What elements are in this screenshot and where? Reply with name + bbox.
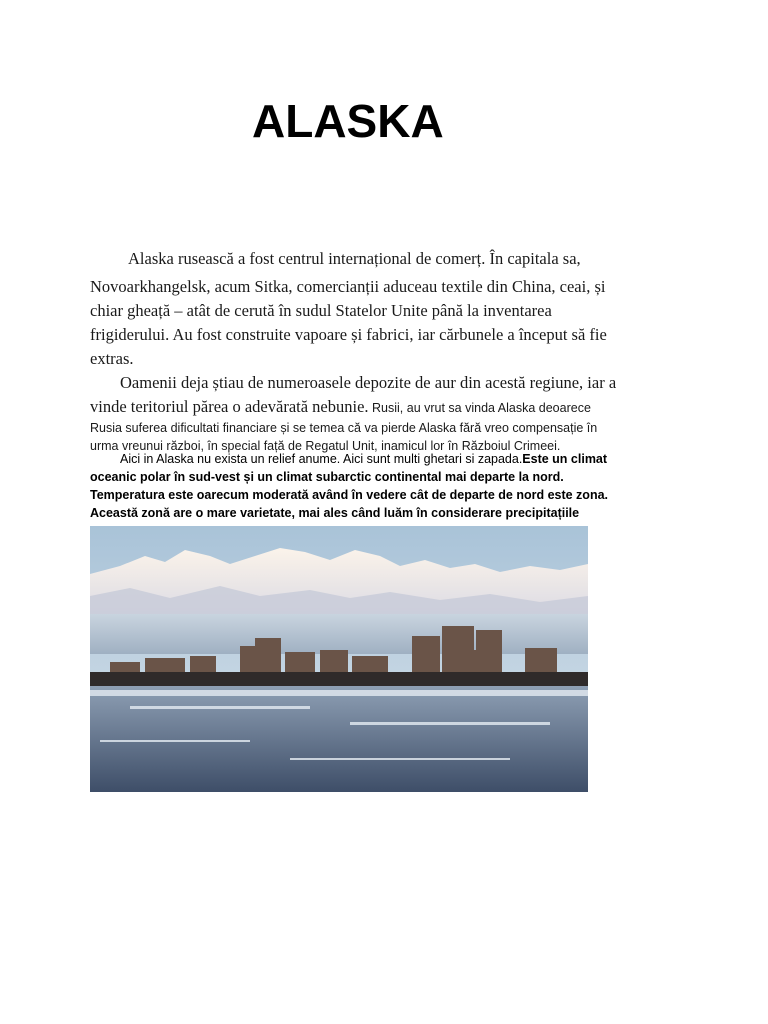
paragraph-line-mixed — [90, 395, 680, 419]
paragraph-fragment: vinde teritoriul părea o adevărată nebunie. — [90, 397, 369, 416]
climate-paragraph — [90, 450, 690, 522]
paragraph-line: chiar gheață – atât de cerută în sudul Statelor Unite până la inventarea — [90, 301, 552, 320]
history-paragraphs — [90, 247, 680, 455]
paragraph-sale — [90, 371, 680, 455]
paragraph-line: Oamenii deja știau de numeroasele depozite de aur din acestă regiune, iar a — [120, 373, 617, 392]
paragraph-fragment: Rusii, au vrut sa vinda Alaska deoarece — [368, 401, 591, 415]
paragraph-line: urma vreunui război, în special față de Regatul Unit, inamicul lor în Războiul Crimeei. — [90, 439, 561, 453]
paragraph-line: Novoarkhangelsk, acum Sitka, comercianții aduceau textile din China, ceai, și — [90, 277, 606, 296]
paragraph-line: extras. — [90, 349, 134, 368]
paragraph-line: Alaska rusească a fost centrul internațional de comerț. În capitala sa, — [128, 249, 581, 268]
photo-illustration — [90, 526, 588, 792]
paragraph-line: Rusia suferea dificultati financiare și se temea că va pierde Alaska fără vreo compensație în — [90, 421, 598, 435]
paragraph-line: oceanic polar în sud-vest și un climat subarctic continental mai departe la nord. — [90, 470, 564, 484]
paragraph-line: Această zonă are o mare varietate, mai ales când luăm în considerare precipitațiile — [90, 506, 580, 520]
paragraph-line-mixed — [90, 450, 690, 468]
anchorage-skyline-photo — [90, 526, 588, 792]
paragraph-trade — [90, 247, 680, 371]
document-title: ALASKA — [252, 95, 444, 147]
paragraph-fragment: Este un climat — [522, 452, 608, 466]
paragraph-fragment: Aici in Alaska nu exista un relief anume. Aici sunt multi ghetari si zapada. — [120, 452, 523, 466]
paragraph-line: Temperatura este oarecum moderată având în vedere cât de departe de nord este zona. — [90, 488, 609, 502]
paragraph-line: frigiderului. Au fost construite vapoare și fabrici, iar cărbunele a început să fie — [90, 325, 607, 344]
